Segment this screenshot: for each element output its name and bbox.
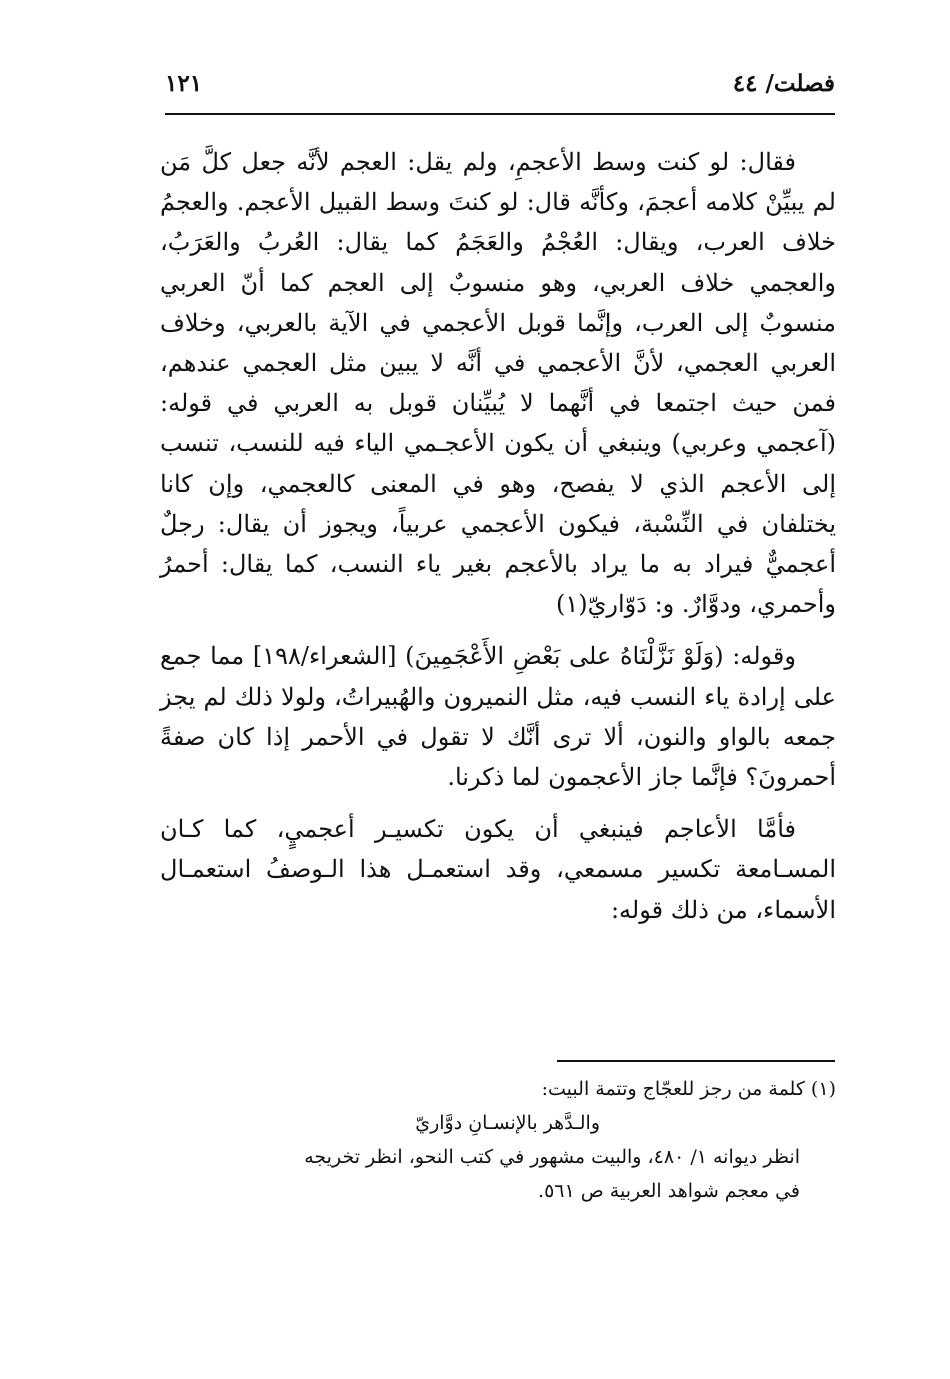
running-header	[165, 62, 835, 106]
chapter-reference: فصلت/ ٤٤	[732, 70, 835, 97]
paragraph-1: فقال: لو كنت وسط الأعجمِ، ولم يقل: العجم لأنَّه جعل كلَّ مَن لم يبيِّنْ كلامه أعجمَ، وكأنَّه قال: لو كنتَ وسط القبيل الأعجم. والعجمُ خلاف العرب، ويقال: العُجْمُ والعَجَمُ كما يقال: العُربُ والعَرَبُ، والعجمي خلاف العربي، وهو منسوبٌ إلى العجم كما أنّ العربي منسوبٌ إلى العرب، وإنَّما قوبل الأعجمي في الآية بالعربي، وخلاف العربي العجمي، لأنَّ الأعجمي في أنَّه لا يبين مثل العجمي عندهم، فمن حيث اجتمعا في أنَّهما لا يُبيِّنان قوبل به العربي في قوله: (آعجمي وعربي) وينبغي أن يكون الأعجـمي الياء فيه للنسب، تنسب إلى الأعجم الذي لا يفصح، وهو في المعنى كالعجمي، وإن كانا يختلفان في النِّسْبة، فيكون الأعجمي عربياً، ويجوز أن يقال: رجلٌ أعجميٌّ فيراد به ما يراد بالأعجم بغير ياء النسب، كما يقال: أحمرُ وأحمري، ودوَّارٌ. و: دَوّاريّ(١)	[160, 148, 836, 619]
footnote-divider	[557, 1060, 835, 1062]
footnote-1-intro: (١) كلمة من رجز للعجّاج وتتمة البيت:	[541, 1078, 836, 1100]
main-text	[160, 142, 836, 942]
page-number: ١٢١	[165, 70, 203, 97]
footnotes	[160, 1072, 836, 1208]
paragraph-2: وقوله: (وَلَوْ نَزَّلْنَاهُ على بَعْضِ الأَعْجَمِينَ) [الشعراء/١٩٨] مما جمع على إرادة ياء النسب فيه، مثل النميرون والهُبيراتُ، ولولا ذلك لم يجز جمعه بالواو والنون، ألا ترى أنَّك لا تقول في الأحمر إذا كان صفةً أحمرونَ؟ فإنَّما جاز الأعجمون لما ذكرنا.	[160, 642, 836, 792]
footnote-1-source-line-2: في معجم شواهد العربية ص ٥٦١.	[538, 1180, 800, 1202]
paragraph-3: فأمَّا الأعاجم فينبغي أن يكون تكسيـر أعجميٍ، كما كـان المسـامعة تكسير مسمعي، وقد استعمـل هذا الـوصفُ استعمـال الأسماء، من ذلك قوله:	[160, 815, 836, 924]
footnote-1-source-line-1: انظر ديوانه ١/ ٤٨٠، والبيت مشهور في كتب النحو، انظر تخريجه	[304, 1146, 800, 1168]
header-divider	[165, 113, 835, 115]
footnote-1-verse: والـدَّهر بالإنسـانِ دوَّاريّ	[415, 1112, 600, 1134]
